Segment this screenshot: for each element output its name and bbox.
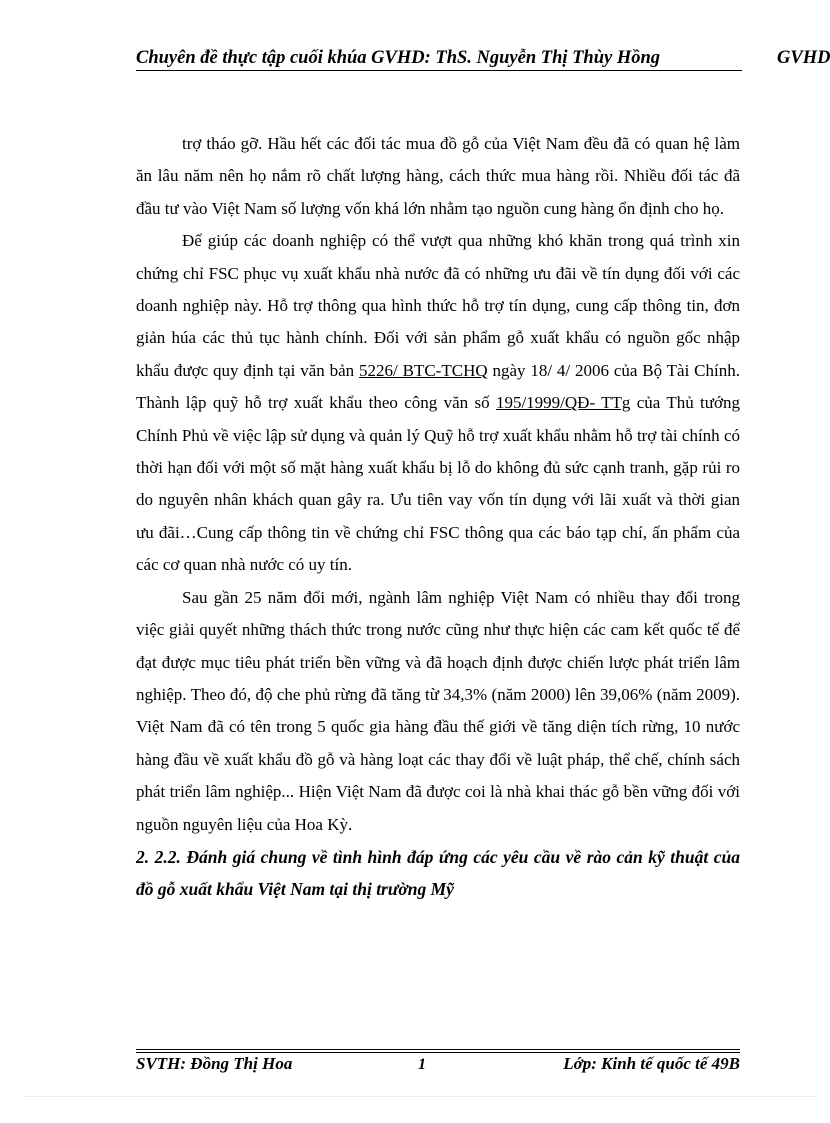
document-reference-link-1[interactable]: 5226/ BTC-TCHQ: [359, 360, 488, 380]
footer-divider-bottom: [136, 1052, 740, 1053]
paragraph-1: trợ tháo gỡ. Hầu hết các đối tác mua đồ gỗ của Việt Nam đều đã có quan hệ làm ăn lâu năm nên họ nắm rõ chất lượng hàng, cách thức mua hàng rồi. Nhiều đối tác đã đầu tư vào Việt Nam số lượng vốn khá lớn nhằm tạo nguồn cung hàng ổn định cho họ.: [136, 134, 740, 218]
document-reference-link-2[interactable]: 195/1999/QĐ- TTg: [495, 393, 631, 413]
page-header: [136, 48, 830, 72]
header-right-text: GVHD: [777, 48, 830, 68]
paragraph-2-text-a: Để giúp các doanh nghiệp có thể vượt qua những khó khăn trong quá trình xin chứng chỉ FSC phục vụ xuất khẩu nhà nước đã có những ưu đãi về tín dụng đối với các doanh nghiệp này. Hỗ trợ thông qua hình thức hỗ trợ tín dụng, cung cấp thông tin, đơn giản húa các thủ tục hành chính. Đối với sản phẩm gỗ xuất khẩu có nguồn gốc nhập khẩu được quy định tại văn bản: [136, 231, 740, 380]
paragraph-3: Sau gần 25 năm đổi mới, ngành lâm nghiệp Việt Nam có nhiều thay đổi trong việc giải quyết những thách thức trong nước cũng như thực hiện các cam kết quốc tế để đạt được mục tiêu phát triển bền vững và đã hoạch định được chiến lược phát triển lâm nghiệp. Theo đó, độ che phủ rừng đã tăng từ 34,3% (năm 2000) lên 39,06% (năm 2009). Việt Nam đã có tên trong 5 quốc gia hàng đầu thế giới về tăng diện tích rừng, 10 nước hàng đầu về xuất khẩu đồ gỗ và hàng loạt các thay đổi về luật pháp, thể chế, chính sách phát triển lâm nghiệp... Hiện Việt Nam đã được coi là nhà khai thác gỗ bền vững đối với nguồn nguyên liệu của Hoa Kỳ.: [136, 587, 740, 834]
header-title: Chuyên đề thực tập cuối khúa GVHD: ThS. Nguyễn Thị Thùy Hồng: [136, 48, 742, 71]
section-heading: 2. 2.2. Đánh giá chung về tình hình đáp ứng các yêu cầu về rào cản kỹ thuật của đồ gỗ xuất khẩu Việt Nam tại thị trường Mỹ: [136, 846, 740, 900]
page-footer: [136, 1049, 740, 1079]
paragraph-2-text-b: ngày 18/ 4/ 2006 của Bộ Tài Chính. Thành lập quỹ hỗ trợ xuất khẩu theo công văn số: [136, 360, 740, 413]
footer-divider-top: [136, 1049, 740, 1050]
page-bottom-divider: [24, 1096, 816, 1097]
footer-class: Lớp: Kinh tế quốc tế 49B: [563, 1054, 740, 1073]
page-number: 1: [418, 1056, 426, 1073]
document-body: [136, 128, 740, 906]
footer-author: SVTH: Đồng Thị Hoa: [136, 1054, 293, 1073]
paragraph-2: [136, 225, 740, 581]
paragraph-2-text-c: của Thủ tướng Chính Phủ về việc lập sử dụng và quản lý Quỹ hỗ trợ xuất khẩu nhằm hỗ trợ tài chính có thời hạn đối với một số mặt hàng xuất khẩu bị lỗ do không đủ sức cạnh tranh, gặp rủi ro do nguyên nhân khách quan gây ra. Ưu tiên vay vốn tín dụng với lãi xuất và thời gian ưu đãi…Cung cấp thông tin về chứng chỉ FSC thông qua các báo tạp chí, ấn phẩm của các cơ quan nhà nước có uy tín.: [136, 393, 740, 575]
